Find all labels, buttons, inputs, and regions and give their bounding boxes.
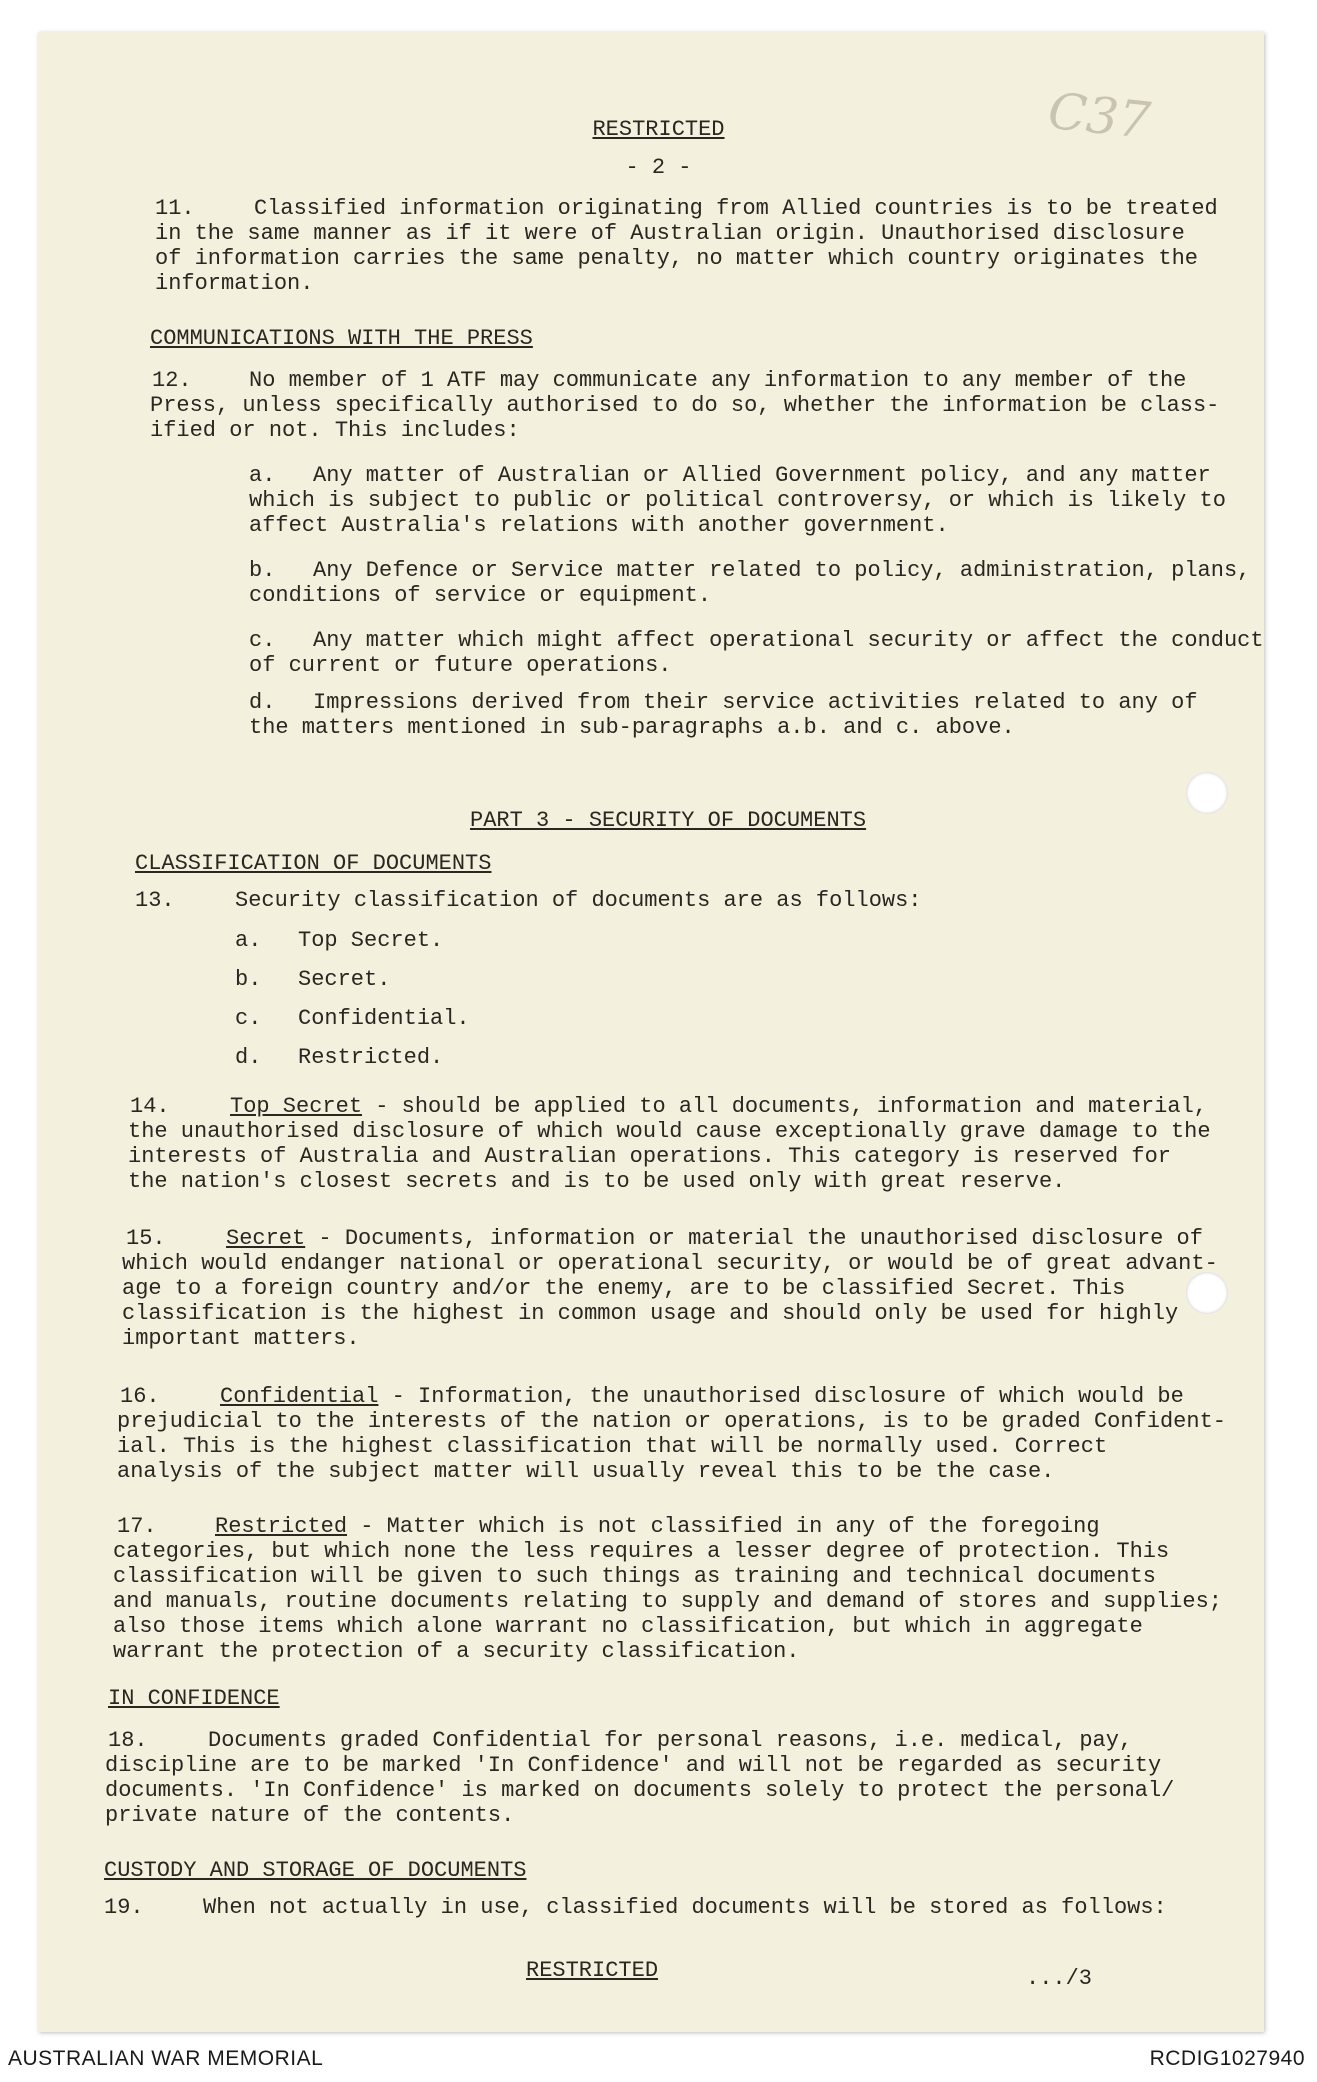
custody-heading: CUSTODY AND STORAGE OF DOCUMENTS — [104, 1858, 527, 1883]
para-16-number: 16. — [120, 1384, 160, 1409]
press-heading: COMMUNICATIONS WITH THE PRESS — [150, 326, 533, 351]
classification-heading: CLASSIFICATION OF DOCUMENTS — [135, 851, 492, 876]
para-16-term: Confidential — [220, 1384, 379, 1409]
in-confidence-heading: IN CONFIDENCE — [108, 1686, 280, 1711]
item-12d-line: the matters mentioned in sub-paragraphs a.b. and c. above. — [249, 715, 1015, 740]
pencil-annotation: C37 — [1045, 81, 1153, 151]
para-11-line: information. — [155, 271, 314, 296]
item-13c-letter: c. — [235, 1006, 262, 1031]
item-13d-text: Restricted. — [298, 1045, 444, 1070]
para-16-line: ial. This is the highest classification that will be normally used. Correct — [117, 1434, 1108, 1459]
top-classification: RESTRICTED — [592, 117, 725, 142]
item-12a-line: Any matter of Australian or Allied Government policy, and any matter — [313, 463, 1211, 488]
para-11-line: Classified information originating from Allied countries is to be treated — [254, 196, 1218, 221]
continuation-mark: .../3 — [1026, 1966, 1093, 1991]
para-14-line: the unauthorised disclosure of which would cause exceptionally grave damage to the — [128, 1119, 1211, 1144]
para-15-line: important matters. — [122, 1326, 360, 1351]
para-11-line: of information carries the same penalty, no matter which country originates the — [155, 246, 1198, 271]
item-12c-line: Any matter which might affect operational security or affect the conduct — [313, 628, 1264, 653]
item-12b-line: conditions of service or equipment. — [249, 583, 712, 608]
para-17-number: 17. — [117, 1514, 157, 1539]
para-17-line: warrant the protection of a security classification. — [113, 1639, 800, 1664]
para-15-line: which would endanger national or operational security, or would be of great advant- — [122, 1251, 1218, 1276]
item-13b-text: Secret. — [298, 967, 391, 992]
item-13c-text: Confidential. — [298, 1006, 470, 1031]
part3-heading: PART 3 - SECURITY OF DOCUMENTS — [470, 808, 867, 833]
para-13-number: 13. — [135, 888, 175, 913]
item-12d-letter: d. — [249, 690, 276, 715]
item-12b-line: Any Defence or Service matter related to policy, administration, plans, — [313, 558, 1251, 583]
para-15-term: Secret — [226, 1226, 306, 1251]
para-14-line: interests of Australia and Australian operations. This category is reserved for — [128, 1144, 1171, 1169]
para-12-line: Press, unless specifically authorised to do so, whether the information be class- — [150, 393, 1220, 418]
item-12d-line: Impressions derived from their service activities related to any of — [313, 690, 1198, 715]
item-13a-text: Top Secret. — [298, 928, 444, 953]
para-14-line: the nation's closest secrets and is to be used only with great reserve. — [128, 1169, 1066, 1194]
item-13d-letter: d. — [235, 1045, 262, 1070]
para-18-line: private nature of the contents. — [105, 1803, 515, 1828]
page-number: - 2 - — [625, 155, 692, 180]
para-16-line: analysis of the subject matter will usually reveal this to be the case. — [117, 1459, 1055, 1484]
para-15-first-line: Secret - Documents, information or material the unauthorised disclosure of — [226, 1226, 1203, 1251]
para-16-first-line: Confidential - Information, the unauthorised disclosure of which would be — [220, 1384, 1184, 1409]
para-17-line: categories, but which none the less requires a lesser degree of protection. This — [113, 1539, 1170, 1564]
para-18-number: 18. — [108, 1728, 148, 1753]
para-12-line: ified or not. This includes: — [150, 418, 520, 443]
item-12a-letter: a. — [249, 463, 276, 488]
para-15-line: classification is the highest in common usage and should only be used for highly — [122, 1301, 1179, 1326]
para-19-text: When not actually in use, classified documents will be stored as follows: — [203, 1895, 1167, 1920]
para-15-line: age to a foreign country and/or the enemy, are to be classified Secret. This — [122, 1276, 1126, 1301]
item-13a-letter: a. — [235, 928, 262, 953]
item-13b-letter: b. — [235, 967, 262, 992]
para-12-number: 12. — [152, 368, 192, 393]
para-14-number: 14. — [130, 1094, 170, 1119]
para-18-line: Documents graded Confidential for personal reasons, i.e. medical, pay, — [208, 1728, 1133, 1753]
item-12b-letter: b. — [249, 558, 276, 583]
para-19-number: 19. — [104, 1895, 144, 1920]
punch-hole-lower — [1186, 1272, 1228, 1314]
para-12-line: No member of 1 ATF may communicate any information to any member of the — [249, 368, 1187, 393]
para-14-term: Top Secret — [230, 1094, 363, 1119]
para-11-number: 11. — [155, 196, 195, 221]
para-17-line: and manuals, routine documents relating to supply and demand of stores and supplies; — [113, 1589, 1222, 1614]
para-18-line: discipline are to be marked 'In Confidence' and will not be regarded as security — [105, 1753, 1162, 1778]
para-14-first-line: Top Secret - should be applied to all documents, information and material, — [230, 1094, 1207, 1119]
footer-institution: AUSTRALIAN WAR MEMORIAL — [8, 2047, 324, 2070]
bottom-classification: RESTRICTED — [526, 1958, 659, 1983]
para-17-first-line: Restricted - Matter which is not classified in any of the foregoing — [215, 1514, 1100, 1539]
para-18-line: documents. 'In Confidence' is marked on documents solely to protect the personal/ — [105, 1778, 1175, 1803]
footer-record-id: RCDIG1027940 — [1149, 2047, 1305, 2070]
para-13-text: Security classification of documents are as follows: — [235, 888, 922, 913]
para-17-term: Restricted — [215, 1514, 348, 1539]
para-17-line: classification will be given to such things as training and technical documents — [113, 1564, 1156, 1589]
para-17-line: also those items which alone warrant no classification, but which in aggregate — [113, 1614, 1143, 1639]
item-12a-line: affect Australia's relations with another government. — [249, 513, 949, 538]
item-12c-line: of current or future operations. — [249, 653, 672, 678]
item-12a-line: which is subject to public or political controversy, or which is likely to — [249, 488, 1226, 513]
punch-hole-upper — [1186, 772, 1228, 814]
para-16-line: prejudicial to the interests of the nation or operations, is to be graded Confident- — [117, 1409, 1226, 1434]
para-15-number: 15. — [126, 1226, 166, 1251]
item-12c-letter: c. — [249, 628, 276, 653]
para-11-line: in the same manner as if it were of Australian origin. Unauthorised disclosure — [155, 221, 1185, 246]
